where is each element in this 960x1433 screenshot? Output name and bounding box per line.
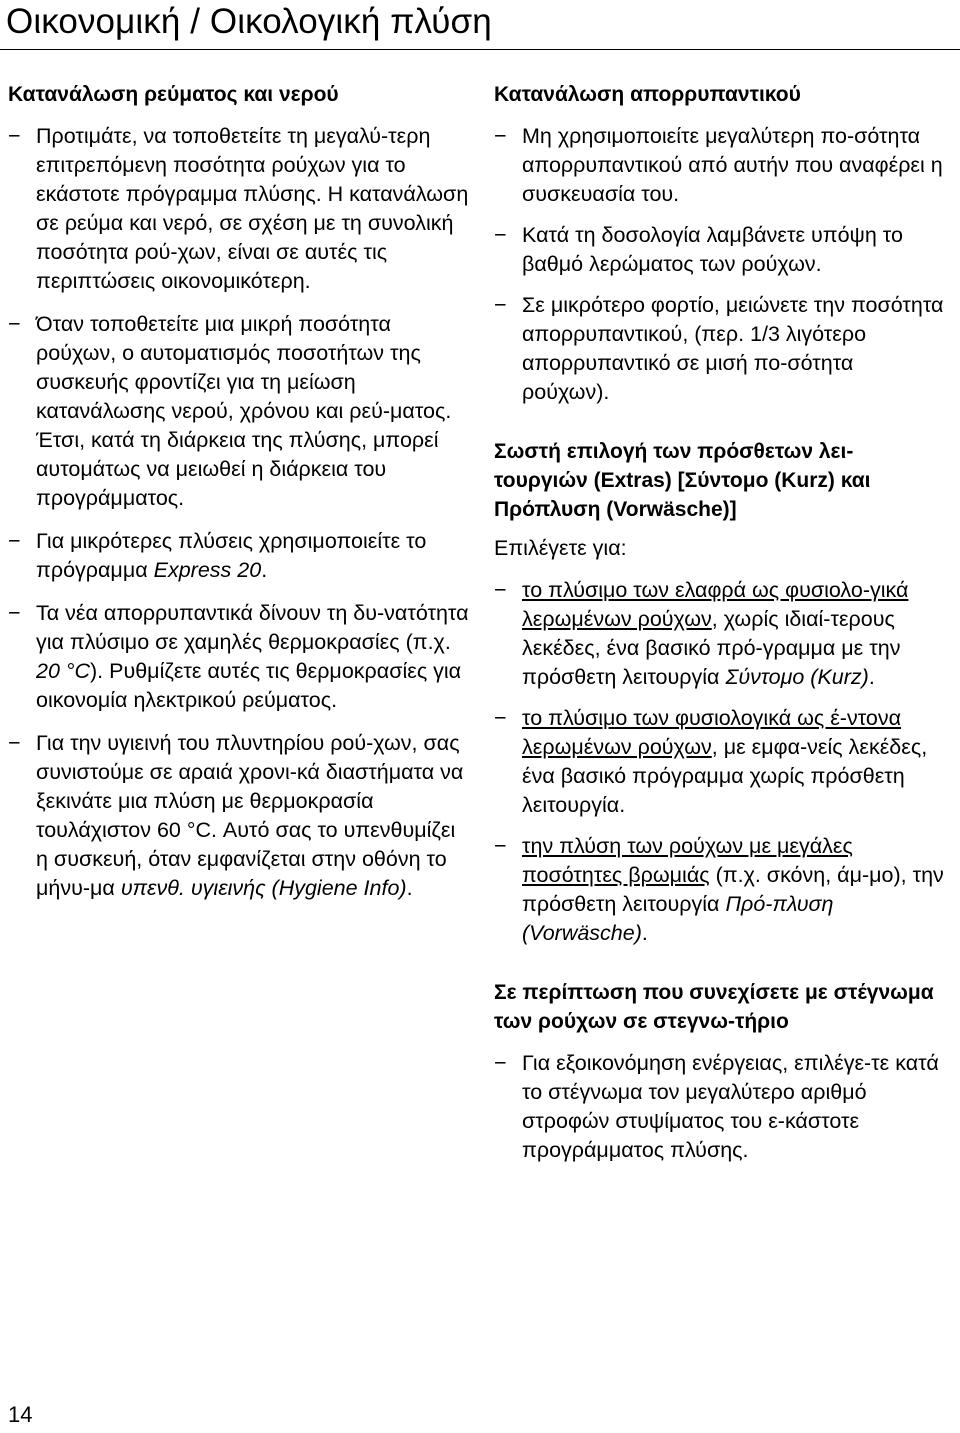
section-heading-dryer: Σε περίπτωση που συνεχίσετε με στέγνωμα των ρούχων σε στεγνω-τήριο	[494, 981, 934, 1033]
list-item	[494, 221, 944, 279]
list-item-text: Σε μικρότερο φορτίο, μειώνετε την ποσότητα απορρυπαντικού, (περ. 1/3 λιγότερο απορρυπαντικό σε μισή πο-σότητα ρούχων).	[522, 293, 944, 404]
left-column	[8, 80, 470, 903]
function-name: Πρό-πλυση (Vorwäsche)	[522, 892, 834, 945]
extras-list	[494, 576, 944, 948]
energy-water-list	[8, 122, 470, 903]
list-item	[494, 704, 944, 820]
list-item	[494, 576, 944, 692]
dash-bullet: −	[494, 706, 507, 730]
section-heading-detergent: Κατανάλωση απορρυπαντικού	[494, 83, 801, 106]
list-item-text: Όταν τοποθετείτε μια μικρή ποσότητα ρούχων, ο αυτοματισμός ποσοτήτων της συσκευής φροντίζει για τη μείωση κατανάλωσης νερού, χρόνου και ρεύ-ματος. Έτσι, κατά τη διάρκεια της πλύσης, μπορεί αυτομάτως να μειωθεί η διάρκεια του προγράμματος.	[36, 312, 452, 510]
list-item-text: Για εξοικονόμηση ενέργειας, επιλέγε-τε κατά το στέγνωμα τον μεγαλύτερο αριθμό στροφών στυψίματος του ε-κάστοτε προγράμματος πλύσης.	[522, 1051, 939, 1162]
punctuation: .	[406, 876, 413, 900]
punctuation: .	[868, 665, 875, 689]
dash-bullet: −	[8, 312, 21, 336]
display-message: υπενθ. υγιεινής (Hygiene Info)	[120, 876, 407, 900]
list-item-text: Για μικρότερες πλύσεις χρησιμοποιείτε το πρόγραμμα	[36, 529, 427, 582]
page-number: 14	[8, 1402, 33, 1427]
dash-bullet: −	[8, 731, 21, 755]
function-name: Σύντομο (Kurz)	[725, 665, 869, 689]
list-item	[494, 122, 944, 209]
dash-bullet: −	[494, 834, 507, 858]
section-heading-extras: Σωστή επιλογή των πρόσθετων λει-τουργιών (Extras) [Σύντομο (Kurz) και Πρόπλυση (Vorwäsche)]	[494, 440, 871, 521]
underlined-text: την πλύση των ρούχων με μεγάλες ποσότητες βρωμιάς	[522, 834, 853, 887]
dash-bullet: −	[494, 578, 507, 602]
page-title: Οικονομική / Οικολογική πλύση	[6, 2, 492, 41]
list-item-text: Κατά τη δοσολογία λαμβάνετε υπόψη το βαθμό λερώματος των ρούχων.	[522, 223, 903, 276]
dash-bullet: −	[8, 601, 21, 625]
list-item	[8, 729, 470, 903]
dryer-list	[494, 1049, 944, 1165]
program-name: Express 20	[153, 558, 262, 582]
list-item-text-cont: ). Ρυθμίζετε αυτές τις θερμοκρασίες για οικονομία ηλεκτρικού ρεύματος.	[36, 659, 462, 712]
list-item	[8, 310, 470, 513]
extras-intro: Επιλέγετε για:	[494, 536, 627, 560]
dash-bullet: −	[494, 293, 507, 317]
dash-bullet: −	[494, 223, 507, 247]
list-item-text: Μη χρησιμοποιείτε μεγαλύτερη πο-σότητα απορρυπαντικού από αυτήν που αναφέρει η συσκευασία του.	[522, 124, 943, 206]
punctuation: .	[261, 558, 268, 582]
list-item	[8, 122, 470, 296]
title-divider	[0, 49, 960, 50]
list-item-text: Για την υγιεινή του πλυντηρίου ρού-χων, σας συνιστούμε σε αραιά χρονι-κά διαστήματα να ξεκινάτε μια πλύση με θερμοκρασία τουλάχιστον 60 °C. Αυτό σας το υπενθυμίζει η συσκευή, όταν εμφανίζεται στην οθόνη το μήνυ-μα	[36, 731, 464, 900]
list-item	[8, 599, 470, 715]
list-item	[8, 527, 470, 585]
right-column	[494, 80, 944, 1165]
detergent-list	[494, 122, 944, 407]
underlined-text: το πλύσιμο των ελαφρά ως φυσιολο-γικά λερωμένων ρούχων	[522, 578, 909, 631]
dash-bullet: −	[494, 124, 507, 148]
detergent-section	[494, 80, 944, 407]
list-item-text: , με εμφα-νείς λεκέδες, ένα βασικό πρόγραμμα χωρίς πρόσθετη λειτουργία.	[522, 735, 928, 817]
temperature-value: 20 °C	[36, 659, 91, 683]
section-heading-energy-water: Κατανάλωση ρεύματος και νερού	[8, 83, 339, 106]
dryer-section	[494, 978, 944, 1165]
dash-bullet: −	[494, 1051, 507, 1075]
underlined-text: το πλύσιμο των φυσιολογικά ως έ-ντονα λερωμένων ρούχων	[522, 706, 902, 759]
extras-section	[494, 437, 944, 948]
list-item-text: Τα νέα απορρυπαντικά δίνουν τη δυ-νατότητα για πλύσιμο σε χαμηλές θερμοκρασίες (π.χ.	[36, 601, 469, 654]
list-item-text: , χωρίς ιδιαί-τερους λεκέδες, ένα βασικό πρό-γραμμα με την πρόσθετη λειτουργία	[522, 607, 901, 689]
list-item	[494, 1049, 944, 1165]
list-item	[494, 832, 944, 948]
dash-bullet: −	[8, 124, 21, 148]
list-item-text: (π.χ. σκόνη, άμ-μο), την πρόσθετη λειτουργία	[522, 863, 944, 916]
punctuation: .	[641, 921, 648, 945]
list-item-text: Προτιμάτε, να τοποθετείτε τη μεγαλύ-τερη επιτρεπόμενη ποσότητα ρούχων για το εκάστοτε πρόγραμμα πλύσης. Η κατανάλωση σε ρεύμα και νερό, σε σχέση με τη συνολική ποσότητα ρού-χων, είναι σε αυτές τις περιπτώσεις οικονομικότερη.	[36, 124, 469, 293]
dash-bullet: −	[8, 529, 21, 553]
list-item	[494, 291, 944, 407]
